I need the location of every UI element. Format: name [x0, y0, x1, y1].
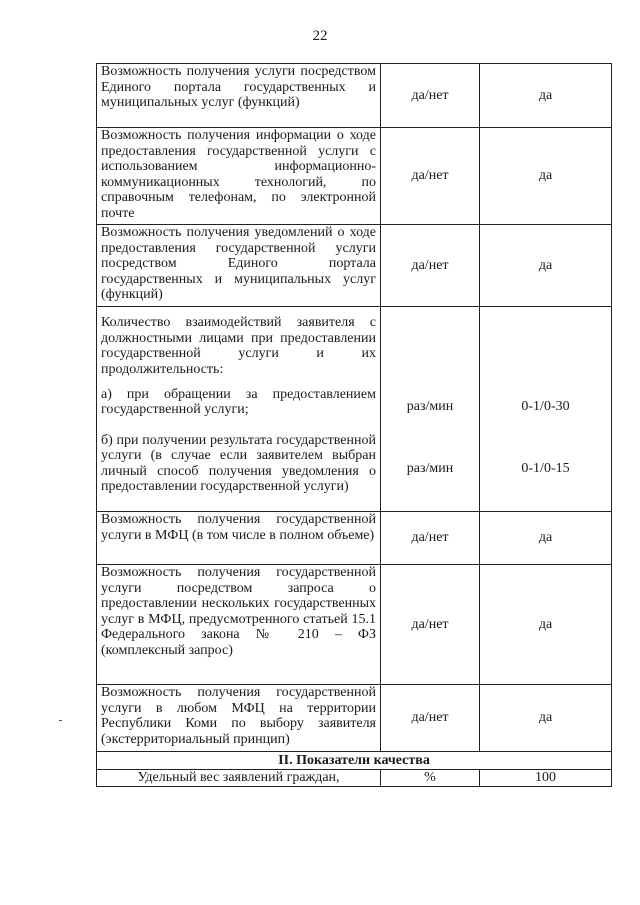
- table-row: [97, 685, 612, 752]
- section-header-row: [97, 752, 612, 770]
- item-a-unit: раз/мин: [381, 387, 480, 427]
- row-value: да: [480, 128, 612, 225]
- row-description: Возможность получения информации о ходе предоставления государственной услуги с использованием информационно-коммуникационных технологий, по справочным телефонам, по электронной почте: [97, 128, 381, 225]
- row-value: 100: [480, 770, 612, 787]
- interactions-item-b: б) при получении результата государственной услуги (в случае если заявителем выбран личный способ получения уведомления о предоставлении государственной услуги): [97, 427, 381, 512]
- row-unit: да/нет: [381, 565, 480, 685]
- interactions-item-a: а) при обращении за предоставлением государственной услуги;: [97, 387, 381, 427]
- row-description: Возможность получения государственной услуги посредством запроса о предоставлении нескольких государственных услуг в МФЦ, предусмотренного статьей 15.1 Федерального закона № 210 – ФЗ (комплексный запрос): [97, 565, 381, 685]
- row-value-empty: [480, 307, 612, 387]
- row-unit: да/нет: [381, 128, 480, 225]
- table-row: [97, 225, 612, 307]
- item-a-value: 0-1/0-30: [480, 387, 612, 427]
- table-row: [97, 387, 612, 427]
- table-row: [97, 64, 612, 128]
- section-title: II. Показатели качества: [97, 752, 612, 770]
- row-unit: %: [381, 770, 480, 787]
- row-unit: да/нет: [381, 64, 480, 128]
- row-description: Возможность получения услуги посредством Единого портала государственных и муниципальных услуг (функций): [97, 64, 381, 128]
- table-row: [97, 307, 612, 387]
- page-number: 22: [312, 28, 328, 44]
- row-value: да: [480, 565, 612, 685]
- table-row: [97, 427, 612, 512]
- item-b-unit: раз/мин: [381, 427, 480, 512]
- table-row: [97, 128, 612, 225]
- table-row: [97, 512, 612, 565]
- table-row: [97, 770, 612, 787]
- item-b-value: 0-1/0-15: [480, 427, 612, 512]
- row-value: да: [480, 512, 612, 565]
- table-row: [97, 565, 612, 685]
- row-unit-empty: [381, 307, 480, 387]
- row-description: Удельный вес заявлений граждан,: [97, 770, 381, 787]
- row-description: Возможность получения государственной услуги в МФЦ (в том числе в полном объеме): [97, 512, 381, 565]
- row-description: Возможность получения уведомлений о ходе предоставления государственной услуги посредством Единого портала государственных и муниципальных услуг (функций): [97, 225, 381, 307]
- row-value: да: [480, 225, 612, 307]
- row-value: да: [480, 64, 612, 128]
- row-description: Возможность получения государственной услуги в любом МФЦ на территории Республики Коми по выбору заявителя (экстерриториальный принцип): [97, 685, 381, 752]
- row-value: да: [480, 685, 612, 752]
- indicators-table: [96, 63, 612, 787]
- scan-artifact: [59, 720, 62, 721]
- interactions-intro: Количество взаимодействий заявителя с должностными лицами при предоставлении государственной услуги и их продолжительность:: [97, 307, 381, 387]
- row-unit: да/нет: [381, 225, 480, 307]
- row-unit: да/нет: [381, 685, 480, 752]
- row-unit: да/нет: [381, 512, 480, 565]
